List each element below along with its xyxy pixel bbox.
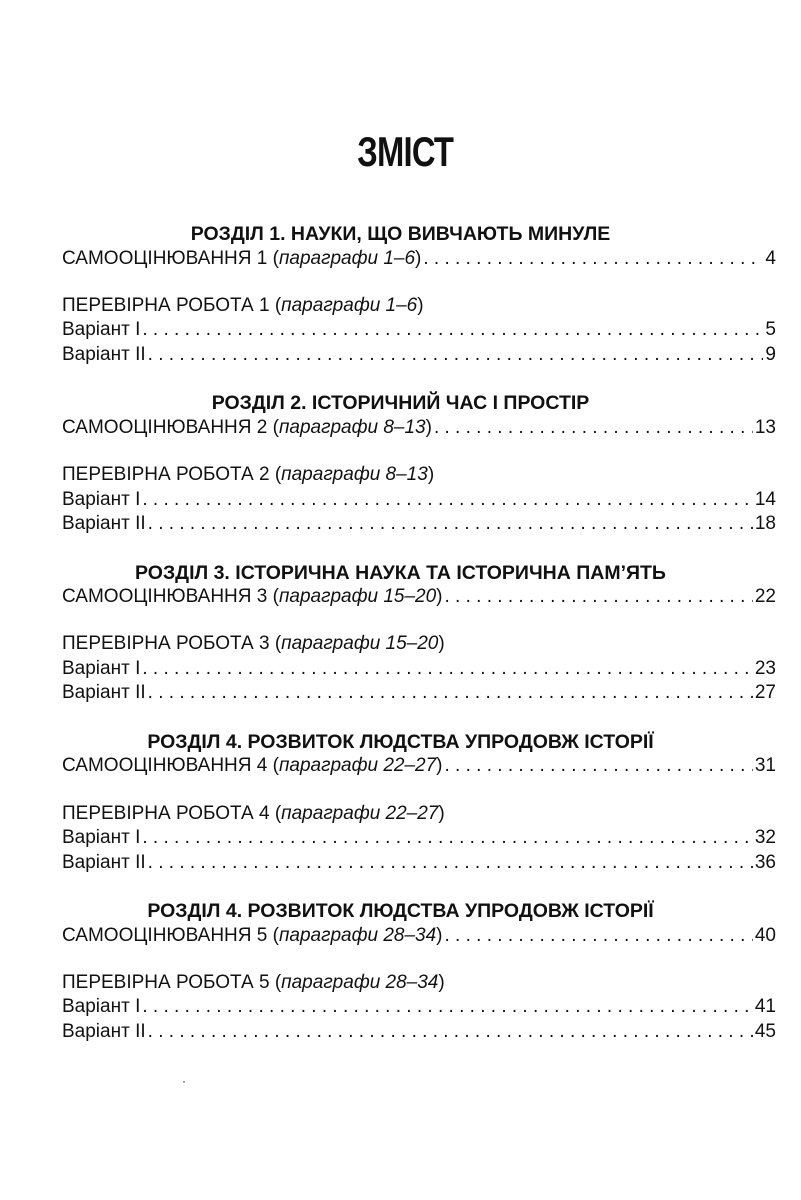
toc-entry-variant-4-1[interactable] <box>62 826 776 850</box>
page-number: 13 <box>754 417 776 438</box>
entry-label: Варіант II <box>62 1021 146 1042</box>
entry-label: Варіант I <box>62 489 141 510</box>
dot-leader <box>423 247 763 271</box>
section-heading-4: РОЗДІЛ 4. РОЗВИТОК ЛЮДСТВА УПРОДОВЖ ІСТОРІЇ <box>147 731 654 753</box>
entry-label: Варіант II <box>62 682 146 703</box>
page-number: 40 <box>754 925 776 946</box>
toc-entry-variant-3-2[interactable] <box>62 681 776 705</box>
page-number: 5 <box>765 319 776 340</box>
toc-entry-self-assessment-4[interactable] <box>62 754 776 778</box>
entry-label: Варіант I <box>62 319 141 340</box>
page-number: 36 <box>754 852 776 873</box>
dot-leader <box>148 851 753 875</box>
page-number: 27 <box>754 682 776 703</box>
toc-entry-variant-2-1[interactable] <box>62 488 776 512</box>
entry-label: Варіант II <box>62 513 146 534</box>
toc-entry-variant-3-1[interactable] <box>62 657 776 681</box>
page-number: 45 <box>754 1021 776 1042</box>
entry-label: САМООЦІНЮВАННЯ 1 (параграфи 1–6) <box>62 248 422 269</box>
page-number: 4 <box>765 248 776 269</box>
page-number: 9 <box>765 344 776 365</box>
test-heading-1: ПЕРЕВІРНА РОБОТА 1 (параграфи 1–6) <box>62 295 424 316</box>
toc-entry-self-assessment-2[interactable] <box>62 416 776 440</box>
section-heading-3: РОЗДІЛ 3. ІСТОРИЧНА НАУКА ТА ІСТОРИЧНА ПАМ’ЯТЬ <box>135 562 666 584</box>
dot-leader <box>148 343 764 367</box>
page-number: 32 <box>754 827 776 848</box>
scan-speck <box>183 1081 185 1083</box>
dot-leader <box>142 318 763 342</box>
entry-label: САМООЦІНЮВАННЯ 3 (параграфи 15–20) <box>62 586 443 607</box>
dot-leader <box>445 754 753 778</box>
dot-leader <box>445 924 753 948</box>
test-heading-5: ПЕРЕВІРНА РОБОТА 5 (параграфи 28–34) <box>62 972 445 993</box>
page-number: 18 <box>754 513 776 534</box>
toc-entry-variant-1-2[interactable] <box>62 343 776 367</box>
toc-entry-variant-5-1[interactable] <box>62 995 776 1019</box>
page-number: 31 <box>754 755 776 776</box>
entry-label: САМООЦІНЮВАННЯ 2 (параграфи 8–13) <box>62 417 432 438</box>
dot-leader <box>142 826 753 850</box>
dot-leader <box>445 585 753 609</box>
section-heading-2: РОЗДІЛ 2. ІСТОРИЧНИЙ ЧАС І ПРОСТІР <box>211 392 590 414</box>
dot-leader <box>142 657 753 681</box>
dot-leader <box>148 681 753 705</box>
test-heading-3: ПЕРЕВІРНА РОБОТА 3 (параграфи 15–20) <box>62 633 445 654</box>
test-heading-4: ПЕРЕВІРНА РОБОТА 4 (параграфи 22–27) <box>62 803 445 824</box>
dot-leader <box>142 995 753 1019</box>
entry-label: Варіант II <box>62 344 146 365</box>
toc-entry-self-assessment-1[interactable] <box>62 247 776 271</box>
section-heading-1: РОЗДІЛ 1. НАУКИ, ЩО ВИВЧАЮТЬ МИНУЛЕ <box>190 223 611 245</box>
dot-leader <box>148 512 753 536</box>
entry-label: Варіант I <box>62 827 141 848</box>
toc-entry-variant-2-2[interactable] <box>62 512 776 536</box>
page-number: 41 <box>754 996 776 1017</box>
toc-entry-variant-4-2[interactable] <box>62 851 776 875</box>
entry-label: Варіант II <box>62 852 146 873</box>
dot-leader <box>142 488 753 512</box>
toc-entry-variant-5-2[interactable] <box>62 1020 776 1044</box>
toc-entry-self-assessment-3[interactable] <box>62 585 776 609</box>
page-number: 23 <box>754 658 776 679</box>
entry-label: Варіант I <box>62 658 141 679</box>
toc-entry-self-assessment-5[interactable] <box>62 924 776 948</box>
toc-entry-variant-1-1[interactable] <box>62 318 776 342</box>
section-heading-5: РОЗДІЛ 4. РОЗВИТОК ЛЮДСТВА УПРОДОВЖ ІСТОРІЇ <box>147 900 654 922</box>
test-heading-2: ПЕРЕВІРНА РОБОТА 2 (параграфи 8–13) <box>62 464 435 485</box>
dot-leader <box>434 416 753 440</box>
dot-leader <box>148 1020 753 1044</box>
page-title: ЗМІСТ <box>357 128 454 175</box>
entry-label: САМООЦІНЮВАННЯ 5 (параграфи 28–34) <box>62 925 443 946</box>
page-number: 14 <box>754 489 776 510</box>
page-number: 22 <box>754 586 776 607</box>
entry-label: Варіант I <box>62 996 141 1017</box>
entry-label: САМООЦІНЮВАННЯ 4 (параграфи 22–27) <box>62 755 443 776</box>
